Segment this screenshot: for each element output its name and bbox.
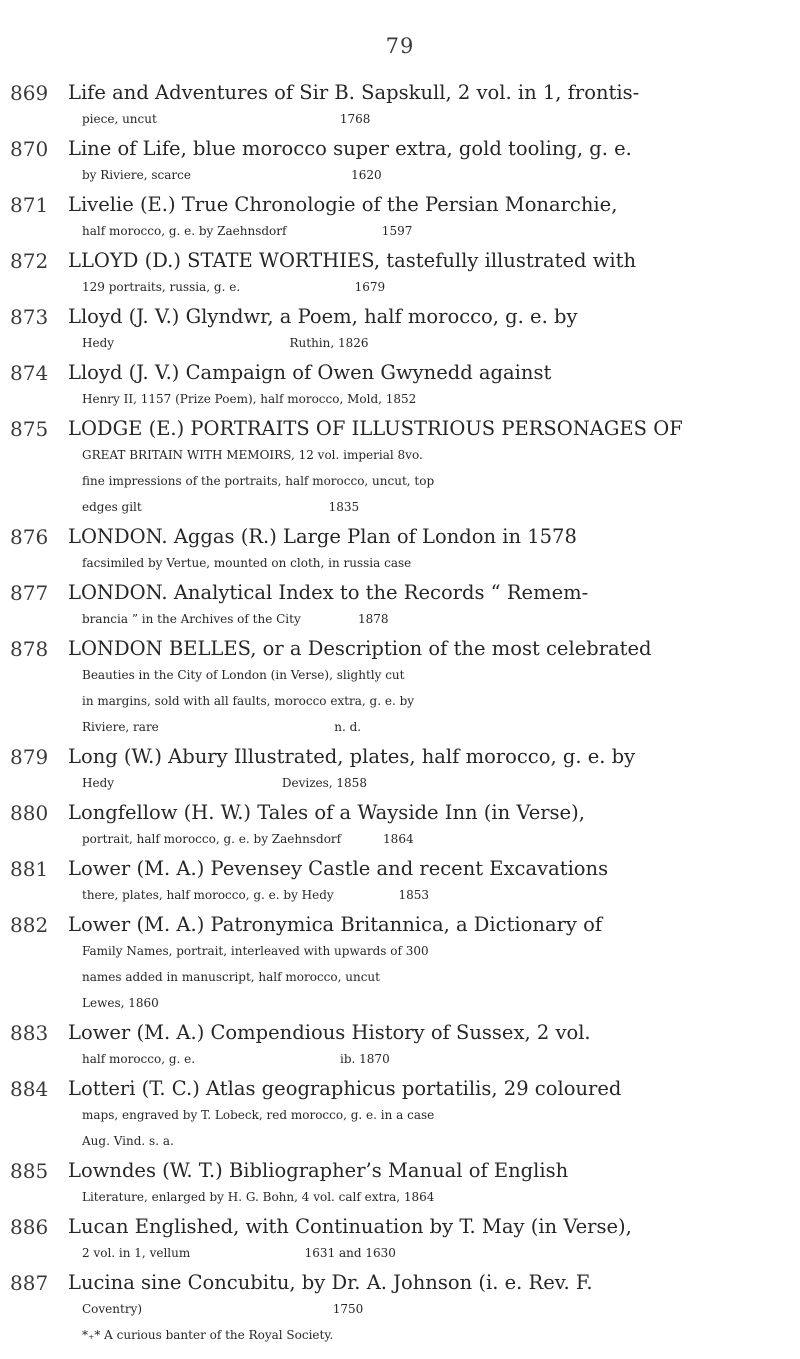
entry-line: Beauties in the City of London (in Verse), slightly cut [82, 668, 405, 682]
entry-description [68, 416, 788, 520]
entry-description [68, 744, 788, 796]
entry-line: LONDON. Analytical Index to the Records “ Remem- [68, 581, 589, 604]
catalogue-entry [10, 1214, 788, 1266]
catalogue-entry [10, 1020, 788, 1072]
entry-description [68, 248, 788, 300]
lot-number: 878 [10, 637, 49, 661]
lot-number: 875 [10, 417, 49, 441]
catalogue-entry [10, 744, 788, 796]
entry-line: 2 vol. in 1, vellum 1631 and 1630 [82, 1246, 396, 1260]
entry-description [68, 580, 788, 632]
entry-line: Lower (M. A.) Pevensey Castle and recent Excavations [68, 857, 609, 880]
lot-number: 882 [10, 913, 49, 937]
entry-line: Henry II, 1157 (Prize Poem), half morocco, Mold, 1852 [82, 392, 417, 406]
lot-number: 880 [10, 801, 49, 825]
entry-line: LONDON BELLES, or a Description of the most celebrated [68, 637, 652, 660]
entry-description [68, 136, 788, 188]
entry-line: LLOYD (D.) STATE WORTHIES, tastefully illustrated with [68, 249, 637, 272]
entry-line: Family Names, portrait, interleaved with upwards of 300 [82, 944, 429, 958]
lot-number: 885 [10, 1159, 49, 1183]
entry-line: half morocco, g. e. by Zaehnsdorf 1597 [82, 224, 413, 238]
lot-number: 873 [10, 305, 49, 329]
catalogue-entry [10, 800, 788, 852]
entry-line: Aug. Vind. s. a. [82, 1134, 174, 1148]
catalogue-entry [10, 856, 788, 908]
lot-number: 871 [10, 193, 49, 217]
entry-line: piece, uncut 1768 [82, 112, 371, 126]
lot-number: 886 [10, 1215, 49, 1239]
entry-description [68, 800, 788, 852]
lot-number: 869 [10, 81, 49, 105]
entry-line: LONDON. Aggas (R.) Large Plan of London in 1578 [68, 525, 577, 548]
entry-line: Lucina sine Concubitu, by Dr. A. Johnson (i. e. Rev. F. [68, 1271, 593, 1294]
entry-line: LODGE (E.) PORTRAITS OF ILLUSTRIOUS PERSONAGES OF [68, 417, 683, 440]
entry-line: Lewes, 1860 [82, 996, 159, 1010]
entry-description [68, 360, 788, 412]
entry-line: Riviere, rare n. d. [82, 720, 362, 734]
entry-line: in margins, sold with all faults, morocco extra, g. e. by [82, 694, 415, 708]
catalogue-entry [10, 136, 788, 188]
entry-line: names added in manuscript, half morocco, uncut [82, 970, 380, 984]
entry-line: portrait, half morocco, g. e. by Zaehnsdorf 1864 [82, 832, 414, 846]
entry-line: Longfellow (H. W.) Tales of a Wayside Inn (in Verse), [68, 801, 585, 824]
entry-line: Literature, enlarged by H. G. Bohn, 4 vol. calf extra, 1864 [82, 1190, 435, 1204]
lot-number: 876 [10, 525, 49, 549]
lot-number: 887 [10, 1271, 49, 1295]
lot-number: 877 [10, 581, 49, 605]
entry-description [68, 1076, 788, 1154]
catalogue-entry [10, 580, 788, 632]
entry-line: maps, engraved by T. Lobeck, red morocco, g. e. in a case [82, 1108, 435, 1122]
entry-description [68, 524, 788, 576]
entry-description [68, 1158, 788, 1210]
entry-line: half morocco, g. e. ib. 1870 [82, 1052, 390, 1066]
lot-number: 884 [10, 1077, 49, 1101]
entry-description [68, 1214, 788, 1266]
entry-description [68, 636, 788, 740]
entry-line: Lucan Englished, with Continuation by T. May (in Verse), [68, 1215, 632, 1238]
catalogue-entry [10, 1076, 788, 1154]
catalogue-entry [10, 304, 788, 356]
entry-line: Hedy Devizes, 1858 [82, 776, 367, 790]
catalogue-entry [10, 1158, 788, 1210]
entry-line: there, plates, half morocco, g. e. by Hedy 1853 [82, 888, 430, 902]
entry-line: Lower (M. A.) Patronymica Britannica, a Dictionary of [68, 913, 603, 936]
entry-line: 129 portraits, russia, g. e. 1679 [82, 280, 386, 294]
lot-number: 870 [10, 137, 49, 161]
entry-line: Lower (M. A.) Compendious History of Sussex, 2 vol. [68, 1021, 591, 1044]
page-number: 79 [385, 34, 415, 58]
entry-line: Coventry) 1750 [82, 1302, 364, 1316]
entry-line: GREAT BRITAIN WITH MEMOIRS, 12 vol. imperial 8vo. [82, 448, 423, 462]
catalogue-entry [10, 80, 788, 132]
entry-description [68, 912, 788, 1016]
entry-line: Livelie (E.) True Chronologie of the Persian Monarchie, [68, 193, 618, 216]
entry-description [68, 1270, 788, 1348]
entry-line: by Riviere, scarce 1620 [82, 168, 382, 182]
catalogue-entry [10, 912, 788, 1016]
entry-line: Lotteri (T. C.) Atlas geographicus portatilis, 29 coloured [68, 1077, 622, 1100]
entry-description [68, 80, 788, 132]
entry-line: facsimiled by Vertue, mounted on cloth, in russia case [82, 556, 412, 570]
catalogue-entries [10, 80, 788, 1352]
catalogue-entry [10, 192, 788, 244]
entry-line: brancia ” in the Archives of the City 1878 [82, 612, 389, 626]
catalogue-entry [10, 1270, 788, 1348]
lot-number: 879 [10, 745, 49, 769]
entry-line: Line of Life, blue morocco super extra, gold tooling, g. e. [68, 137, 632, 160]
lot-number: 874 [10, 361, 49, 385]
catalogue-entry [10, 360, 788, 412]
entry-line: Life and Adventures of Sir B. Sapskull, 2 vol. in 1, frontis- [68, 81, 640, 104]
entry-line: Lowndes (W. T.) Bibliographer’s Manual of English [68, 1159, 569, 1182]
entry-line: fine impressions of the portraits, half morocco, uncut, top [82, 474, 435, 488]
entry-line: Hedy Ruthin, 1826 [82, 336, 369, 350]
catalogue-entry [10, 636, 788, 740]
lot-number: 881 [10, 857, 49, 881]
entry-line: *₊* A curious banter of the Royal Society. [82, 1328, 334, 1342]
lot-number: 872 [10, 249, 49, 273]
entry-line: Lloyd (J. V.) Glyndwr, a Poem, half morocco, g. e. by [68, 305, 578, 328]
entry-description [68, 304, 788, 356]
entry-description [68, 1020, 788, 1072]
catalogue-entry [10, 524, 788, 576]
entry-line: edges gilt 1835 [82, 500, 360, 514]
lot-number: 883 [10, 1021, 49, 1045]
entry-description [68, 856, 788, 908]
catalogue-entry [10, 416, 788, 520]
entry-line: Long (W.) Abury Illustrated, plates, half morocco, g. e. by [68, 745, 636, 768]
catalogue-entry [10, 248, 788, 300]
entry-description [68, 192, 788, 244]
entry-line: Lloyd (J. V.) Campaign of Owen Gwynedd against [68, 361, 552, 384]
